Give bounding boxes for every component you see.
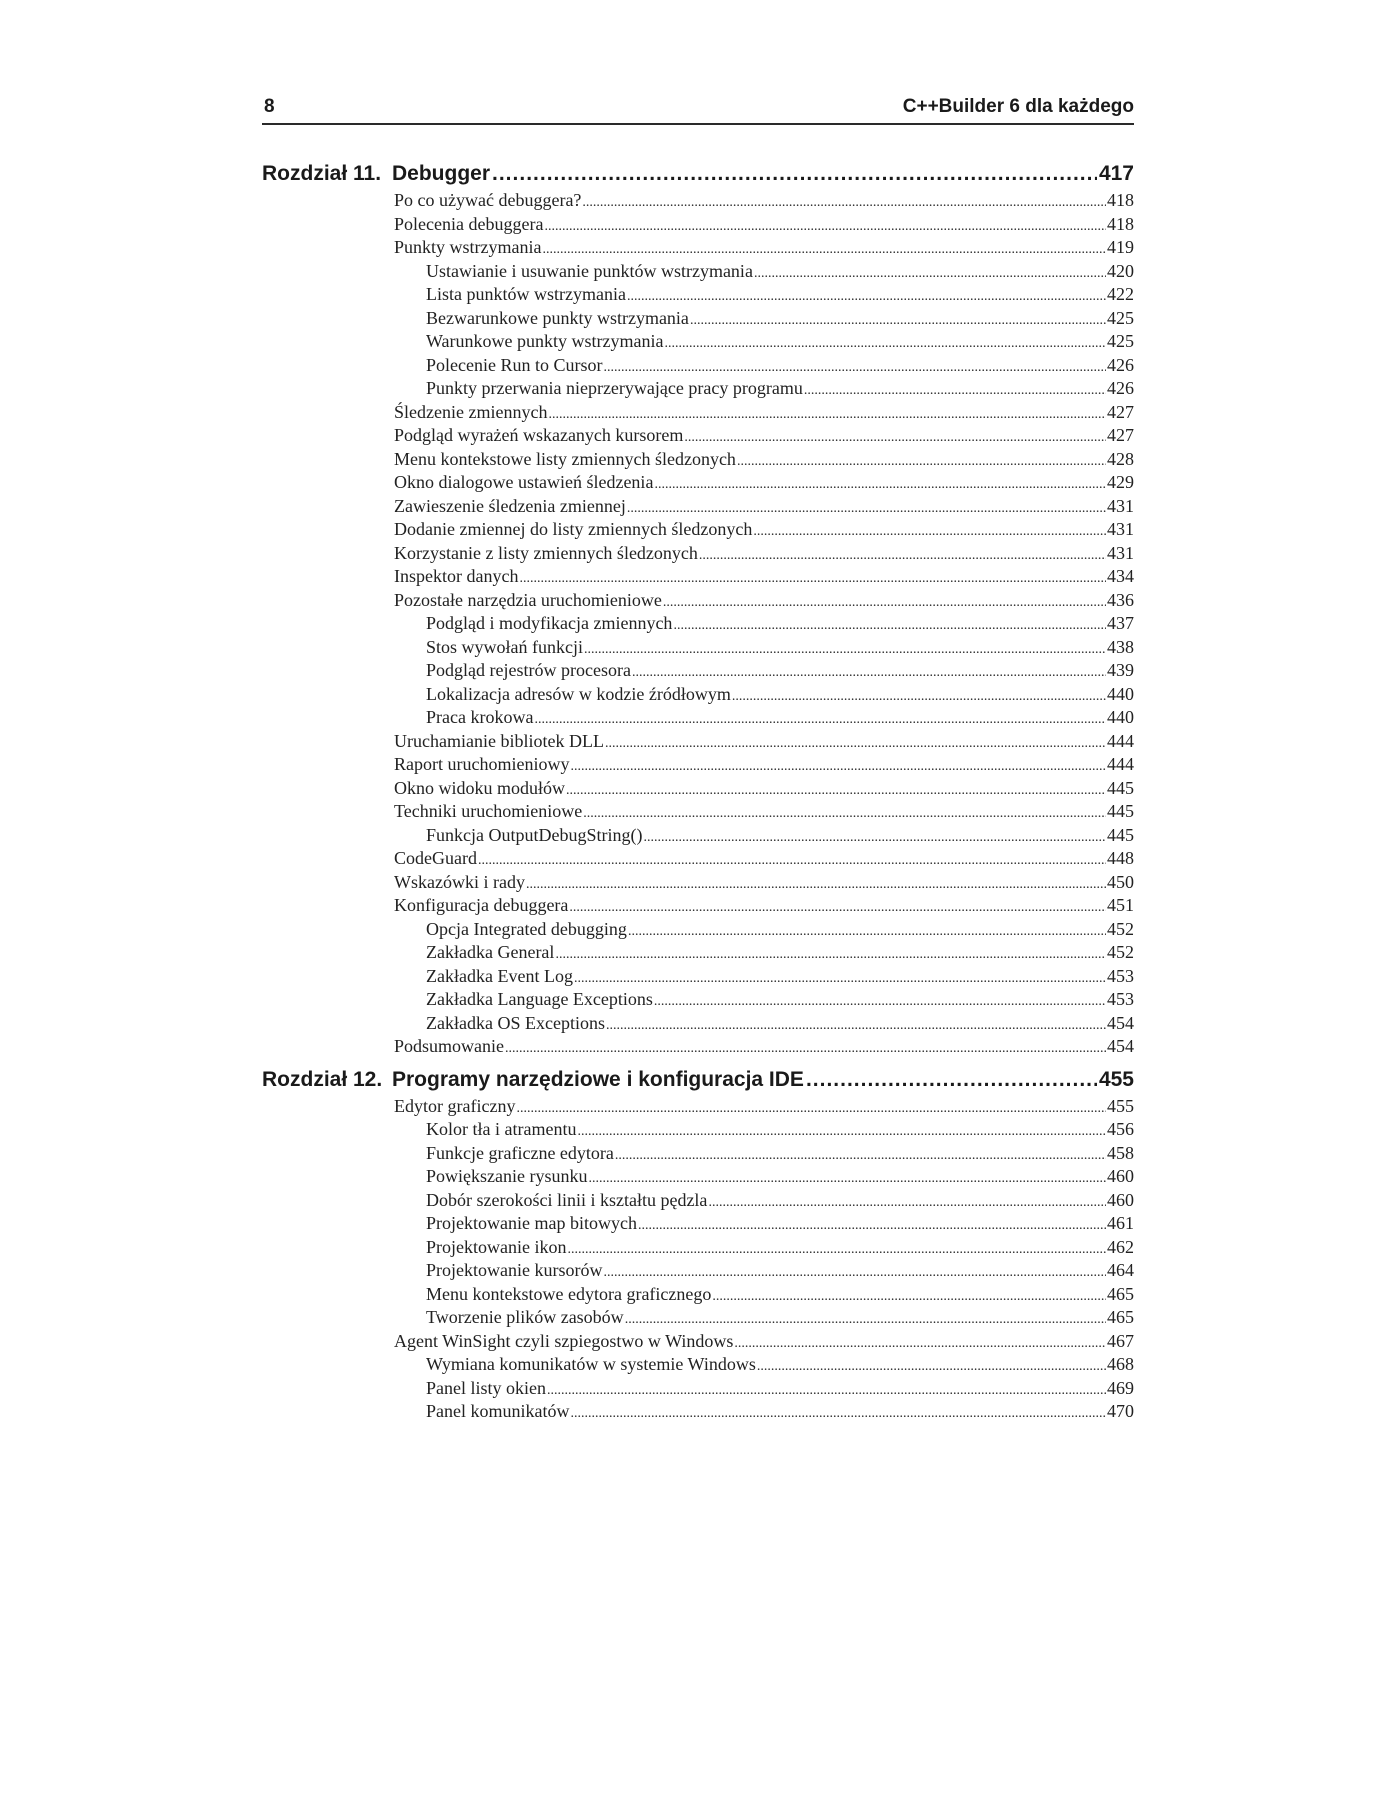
toc-subsection-entry — [262, 1013, 1134, 1037]
entry-title: Zakładka OS Exceptions — [426, 1012, 605, 1033]
dot-leader — [570, 759, 1106, 775]
dot-leader — [577, 1124, 1106, 1140]
entry-page-number: 456 — [1107, 1119, 1134, 1139]
entry-title: Stos wywołań funkcji — [426, 636, 583, 657]
toc-subsection-entry — [262, 1143, 1134, 1167]
dot-leader — [603, 1265, 1106, 1281]
entry-page-number: 425 — [1107, 307, 1134, 328]
entry-page-number: 440 — [1107, 683, 1134, 704]
entry-title: Panel komunikatów — [426, 1401, 570, 1421]
dot-leader — [804, 383, 1106, 399]
entry-page-number: 418 — [1107, 190, 1134, 210]
dot-leader — [584, 642, 1106, 658]
dot-leader — [519, 571, 1106, 587]
entry-title: Podgląd i modyfikacja zmiennych — [426, 613, 673, 633]
dot-leader — [643, 830, 1106, 846]
dot-leader — [737, 454, 1106, 470]
toc-section-entry — [262, 566, 1134, 590]
dot-leader — [654, 477, 1106, 493]
dot-leader — [605, 736, 1106, 752]
entry-title: Po co używać debuggera? — [394, 190, 582, 210]
entry-title: Dobór szerokości linii i kształtu pędzla — [426, 1189, 708, 1210]
dot-leader — [754, 266, 1106, 282]
entry-page-number: 427 — [1107, 401, 1134, 422]
entry-page-number: 436 — [1107, 589, 1134, 610]
toc-section-entry — [262, 402, 1134, 426]
entry-title: Edytor graficzny — [394, 1095, 516, 1116]
toc-subsection-entry — [262, 1260, 1134, 1284]
entry-title: Praca krokowa — [426, 707, 534, 727]
dot-leader — [734, 1336, 1106, 1352]
dot-leader — [673, 618, 1106, 634]
entry-page-number: 452 — [1107, 918, 1134, 939]
dot-leader — [708, 1195, 1106, 1211]
dot-leader — [516, 1101, 1106, 1117]
toc-subsection-entry — [262, 1213, 1134, 1237]
entry-page-number: 444 — [1107, 730, 1134, 751]
dot-leader — [806, 1068, 1097, 1092]
dot-leader — [627, 501, 1106, 517]
entry-page-number: 444 — [1107, 754, 1134, 774]
entry-title: Lista punktów wstrzymania — [426, 284, 626, 304]
toc-section-entry — [262, 848, 1134, 872]
entry-title: Powiększanie rysunku — [426, 1166, 588, 1186]
toc-subsection-entry — [262, 284, 1134, 308]
entry-title: Lokalizacja adresów w kodzie źródłowym — [426, 683, 731, 704]
toc-subsection-entry — [262, 825, 1134, 849]
entry-page-number: 445 — [1107, 801, 1134, 821]
entry-page-number: 426 — [1107, 354, 1134, 375]
toc-section-entry — [262, 754, 1134, 778]
entry-title: Punkty wstrzymania — [394, 237, 542, 257]
entry-page-number: 453 — [1107, 989, 1134, 1009]
entry-page-number: 438 — [1107, 636, 1134, 657]
dot-leader — [566, 783, 1106, 799]
entry-page-number: 464 — [1107, 1260, 1134, 1280]
entry-page-number: 458 — [1107, 1142, 1134, 1163]
toc-section-entry — [262, 1096, 1134, 1120]
entry-title: Punkty przerwania nieprzerywające pracy programu — [426, 378, 803, 398]
toc-subsection-entry — [262, 378, 1134, 402]
chapter-heading — [262, 162, 1134, 190]
entry-title: Panel listy okien — [426, 1377, 546, 1398]
toc-section-entry — [262, 190, 1134, 214]
dot-leader — [627, 289, 1106, 305]
running-head — [262, 96, 1134, 124]
entry-title: Dodanie zmiennej do listy zmiennych śledzonych — [394, 519, 753, 539]
entry-title: Ustawianie i usuwanie punktów wstrzymania — [426, 260, 753, 281]
entry-title: Kolor tła i atramentu — [426, 1119, 577, 1139]
entry-page-number: 469 — [1107, 1377, 1134, 1398]
chapter-heading — [262, 1068, 1134, 1096]
dot-leader — [628, 924, 1106, 940]
entry-title: Inspektor danych — [394, 566, 519, 586]
dot-leader — [615, 1148, 1106, 1164]
entry-title: Polecenia debuggera — [394, 213, 544, 234]
entry-title: Zakładka General — [426, 942, 555, 962]
entry-page-number: 422 — [1107, 284, 1134, 304]
toc-section-entry — [262, 496, 1134, 520]
chapter-label: Rozdział 12. — [262, 1067, 383, 1091]
entry-page-number: 429 — [1107, 472, 1134, 492]
toc-subsection-entry — [262, 1190, 1134, 1214]
dot-leader — [492, 162, 1097, 186]
entry-title: Śledzenie zmiennych — [394, 401, 548, 422]
entry-title: Zakładka Language Exceptions — [426, 989, 653, 1009]
entry-title: Warunkowe punkty wstrzymania — [426, 331, 664, 351]
toc-section-entry — [262, 214, 1134, 238]
toc-subsection-entry — [262, 1284, 1134, 1308]
dot-leader — [606, 1018, 1106, 1034]
toc-subsection-entry — [262, 613, 1134, 637]
dot-leader — [732, 689, 1106, 705]
toc-subsection-entry — [262, 355, 1134, 379]
toc-subsection-entry — [262, 707, 1134, 731]
dot-leader — [690, 313, 1106, 329]
toc-subsection-entry — [262, 942, 1134, 966]
dot-leader — [570, 1406, 1106, 1422]
entry-title: Uruchamianie bibliotek DLL — [394, 730, 604, 751]
entry-title: Funkcje graficzne edytora — [426, 1142, 614, 1163]
toc-subsection-entry — [262, 308, 1134, 332]
entry-page-number: 461 — [1107, 1213, 1134, 1233]
toc-section-entry — [262, 543, 1134, 567]
entry-page-number: 460 — [1107, 1166, 1134, 1186]
dot-leader — [567, 1242, 1106, 1258]
entry-page-number: 465 — [1107, 1283, 1134, 1304]
entry-page-number: 431 — [1107, 542, 1134, 563]
toc-subsection-entry — [262, 684, 1134, 708]
entry-title: Polecenie Run to Cursor — [426, 354, 603, 375]
dot-leader — [583, 806, 1106, 822]
dot-leader — [625, 1312, 1106, 1328]
header-rule — [262, 123, 1134, 125]
toc-subsection-entry — [262, 1166, 1134, 1190]
entry-title: Bezwarunkowe punkty wstrzymania — [426, 307, 689, 328]
entry-title: Projektowanie kursorów — [426, 1260, 603, 1280]
entry-page-number: 454 — [1107, 1012, 1134, 1033]
toc-section-entry — [262, 872, 1134, 896]
entry-page-number: 454 — [1107, 1036, 1134, 1056]
toc-section-entry — [262, 425, 1134, 449]
toc-section-entry — [262, 1331, 1134, 1355]
chapter-page-number: 455 — [1098, 1067, 1134, 1091]
entry-title: Projektowanie map bitowych — [426, 1213, 637, 1233]
entry-page-number: 439 — [1107, 660, 1134, 680]
entry-title: Techniki uruchomieniowe — [394, 801, 583, 821]
entry-title: CodeGuard — [394, 848, 477, 868]
entry-page-number: 453 — [1107, 965, 1134, 986]
entry-title: Zawieszenie śledzenia zmiennej — [394, 495, 626, 516]
entry-title: Podgląd rejestrów procesora — [426, 660, 631, 680]
entry-page-number: 434 — [1107, 566, 1134, 586]
dot-leader — [663, 595, 1106, 611]
entry-title: Opcja Integrated debugging — [426, 918, 627, 939]
toc-subsection-entry — [262, 989, 1134, 1013]
entry-title: Wymiana komunikatów w systemie Windows — [426, 1354, 756, 1374]
toc-subsection-entry — [262, 637, 1134, 661]
entry-title: Zakładka Event Log — [426, 965, 573, 986]
dot-leader — [665, 336, 1107, 352]
entry-page-number: 450 — [1107, 871, 1134, 892]
dot-leader — [699, 548, 1106, 564]
entry-page-number: 460 — [1107, 1189, 1134, 1210]
entry-page-number: 448 — [1107, 848, 1134, 868]
entry-page-number: 418 — [1107, 213, 1134, 234]
toc-subsection-entry — [262, 1119, 1134, 1143]
chapter-label: Rozdział 11. — [262, 162, 382, 185]
dot-leader — [574, 971, 1106, 987]
chapter-title: Programy narzędziowe i konfiguracja IDE — [392, 1067, 804, 1091]
dot-leader — [638, 1218, 1106, 1234]
entry-title: Funkcja OutputDebugString() — [426, 824, 643, 845]
toc-section-entry — [262, 801, 1134, 825]
dot-leader — [542, 242, 1106, 258]
toc-subsection-entry — [262, 1237, 1134, 1261]
entry-page-number: 431 — [1107, 495, 1134, 516]
entry-page-number: 445 — [1107, 824, 1134, 845]
entry-page-number: 419 — [1107, 237, 1134, 257]
toc-subsection-entry — [262, 966, 1134, 990]
entry-page-number: 470 — [1107, 1401, 1134, 1421]
toc-subsection-entry — [262, 1307, 1134, 1331]
dot-leader — [548, 407, 1106, 423]
toc-section-entry — [262, 590, 1134, 614]
entry-page-number: 431 — [1107, 519, 1134, 539]
toc-subsection-entry — [262, 660, 1134, 684]
toc-subsection-entry — [262, 1378, 1134, 1402]
toc-section-entry — [262, 519, 1134, 543]
entry-page-number: 440 — [1107, 707, 1134, 727]
toc-section-entry — [262, 449, 1134, 473]
entry-title: Menu kontekstowe edytora graficznego — [426, 1283, 712, 1304]
table-of-contents — [262, 162, 1134, 1425]
entry-page-number: 451 — [1107, 895, 1134, 915]
dot-leader — [588, 1171, 1106, 1187]
dot-leader — [505, 1041, 1106, 1057]
entry-page-number: 426 — [1107, 378, 1134, 398]
toc-subsection-entry — [262, 331, 1134, 355]
entry-title: Tworzenie plików zasobów — [426, 1307, 624, 1327]
toc-subsection-entry — [262, 1401, 1134, 1425]
entry-page-number: 428 — [1107, 448, 1134, 469]
dot-leader — [555, 947, 1106, 963]
entry-title: Podsumowanie — [394, 1036, 504, 1056]
toc-section-entry — [262, 778, 1134, 802]
entry-title: Pozostałe narzędzia uruchomieniowe — [394, 589, 662, 610]
entry-title: Agent WinSight czyli szpiegostwo w Windows — [394, 1330, 734, 1351]
toc-section-entry — [262, 895, 1134, 919]
dot-leader — [757, 1359, 1106, 1375]
entry-page-number: 445 — [1107, 777, 1134, 798]
entry-page-number: 425 — [1107, 331, 1134, 351]
entry-page-number: 468 — [1107, 1354, 1134, 1374]
entry-page-number: 437 — [1107, 613, 1134, 633]
entry-title: Menu kontekstowe listy zmiennych śledzonych — [394, 448, 736, 469]
entry-page-number: 427 — [1107, 425, 1134, 445]
dot-leader — [582, 195, 1106, 211]
entry-page-number: 465 — [1107, 1307, 1134, 1327]
entry-page-number: 455 — [1107, 1095, 1134, 1116]
toc-section-entry — [262, 237, 1134, 261]
dot-leader — [632, 665, 1106, 681]
dot-leader — [526, 877, 1106, 893]
dot-leader — [569, 900, 1106, 916]
dot-leader — [753, 524, 1106, 540]
entry-page-number: 420 — [1107, 260, 1134, 281]
entry-page-number: 467 — [1107, 1330, 1134, 1351]
dot-leader — [603, 360, 1106, 376]
chapter-page-number: 417 — [1098, 162, 1134, 185]
entry-page-number: 452 — [1107, 942, 1134, 962]
toc-section-entry — [262, 472, 1134, 496]
entry-page-number: 462 — [1107, 1236, 1134, 1257]
entry-title: Korzystanie z listy zmiennych śledzonych — [394, 542, 698, 563]
dot-leader — [684, 430, 1106, 446]
dot-leader — [478, 853, 1106, 869]
entry-title: Podgląd wyrażeń wskazanych kursorem — [394, 425, 684, 445]
dot-leader — [712, 1289, 1106, 1305]
entry-title: Projektowanie ikon — [426, 1236, 567, 1257]
book-title: C++Builder 6 dla każdego — [902, 96, 1134, 117]
toc-section-entry — [262, 1036, 1134, 1060]
toc-section-entry — [262, 731, 1134, 755]
toc-subsection-entry — [262, 1354, 1134, 1378]
toc-subsection-entry — [262, 261, 1134, 285]
dot-leader — [544, 219, 1106, 235]
toc-subsection-entry — [262, 919, 1134, 943]
entry-title: Okno dialogowe ustawień śledzenia — [394, 472, 654, 492]
dot-leader — [534, 712, 1106, 728]
dot-leader — [547, 1383, 1106, 1399]
entry-title: Okno widoku modułów — [394, 777, 565, 798]
chapter-title: Debugger — [392, 162, 491, 185]
page-number: 8 — [264, 96, 275, 117]
entry-title: Wskazówki i rady — [394, 871, 525, 892]
entry-title: Raport uruchomieniowy — [394, 754, 570, 774]
entry-title: Konfiguracja debuggera — [394, 895, 569, 915]
dot-leader — [654, 994, 1106, 1010]
